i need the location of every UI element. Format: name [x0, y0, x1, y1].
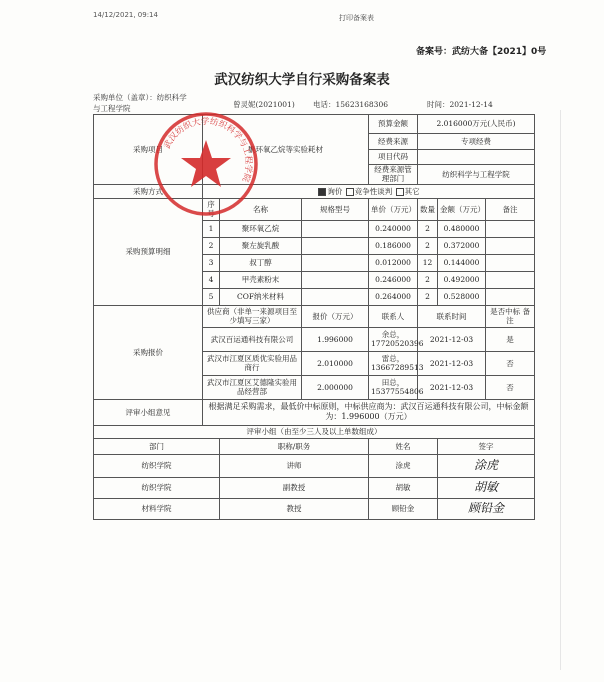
contact-name: 余总， — [381, 329, 405, 339]
panel-dept: 纺织学院 — [94, 454, 220, 477]
budget-label: 预算金额 — [369, 115, 418, 134]
quote-header-contact: 联系人 — [369, 305, 418, 327]
detail-header-name: 名称 — [220, 198, 302, 220]
quote-supplier: 武汉市江夏区质优实验用品商行 — [203, 351, 302, 375]
quote-time: 2021-12-03 — [418, 351, 486, 375]
project-code-value — [418, 150, 535, 165]
record-number: 备案号：武纺大备【2021】0号 — [416, 47, 547, 57]
item-name: 聚环氧乙烷 — [220, 220, 302, 237]
method-checkbox-2[interactable] — [346, 188, 354, 196]
quote-header-price: 报价（万元） — [302, 305, 369, 327]
quote-contact — [369, 327, 424, 351]
item-no: 1 — [203, 220, 220, 237]
quote-time: 2021-12-03 — [418, 375, 486, 399]
review-label: 评审小组意见 — [94, 399, 203, 425]
phone: 电话：15623168306 — [313, 100, 388, 109]
unit-label-line2: 与工程学院 — [93, 104, 131, 113]
panel-name: 涂虎 — [369, 454, 438, 477]
item-spec — [302, 237, 369, 254]
table-row — [94, 498, 535, 519]
method-checkbox-1[interactable] — [318, 188, 326, 196]
item-name: 叔丁醇 — [220, 254, 302, 271]
table-row — [94, 477, 535, 498]
quote-contact — [369, 351, 424, 375]
print-title: 打印备案表 — [339, 14, 374, 22]
quote-won: 否 — [486, 375, 535, 399]
item-price: 0.246000 — [369, 271, 418, 288]
item-no: 5 — [203, 288, 220, 305]
fund-dept-label: 经费来源管理部门 — [369, 165, 418, 185]
method-option-3: 其它 — [404, 186, 420, 196]
budget-value: 2.016000万元(人民币) — [418, 115, 535, 134]
item-no: 4 — [203, 271, 220, 288]
item-qty: 2 — [418, 288, 438, 305]
detail-header-price: 单价（万元） — [369, 198, 418, 220]
quote-header-time: 联系时间 — [418, 305, 486, 327]
date: 时间：2021-12-14 — [427, 100, 493, 109]
note-label: 备注 — [506, 306, 530, 326]
item-note — [486, 237, 535, 254]
item-amount: 0.480000 — [438, 220, 486, 237]
item-qty: 2 — [418, 237, 438, 254]
panel-dept: 纺织学院 — [94, 477, 220, 498]
contact-name: 田总， — [381, 377, 405, 387]
panel-name: 顾铅金 — [369, 498, 438, 519]
quote-contact — [369, 375, 424, 399]
item-no: 3 — [203, 254, 220, 271]
item-note — [486, 271, 535, 288]
item-no: 2 — [203, 237, 220, 254]
quote-price: 1.996000 — [302, 327, 369, 351]
detail-header-no: 序号 — [203, 198, 220, 220]
item-qty: 12 — [418, 254, 438, 271]
method-checkbox-3[interactable] — [396, 188, 404, 196]
item-spec — [302, 254, 369, 271]
method-option-2: 竞争性谈判 — [354, 186, 393, 196]
contact-phone: 17720520396 — [371, 339, 424, 349]
item-name: 甲壳素粉末 — [220, 271, 302, 288]
unit-label: 采购单位（盖章）：纺织科学 — [93, 93, 187, 102]
panel-dept: 材料学院 — [94, 498, 220, 519]
panel-header: 评审小组（由至少三人及以上单数组成） — [94, 425, 535, 438]
panel-col-dept: 部门 — [94, 438, 220, 454]
detail-header-amount: 金额（万元） — [438, 198, 486, 220]
item-price: 0.264000 — [369, 288, 418, 305]
detail-header-note: 备注 — [486, 198, 535, 220]
panel-name: 胡敏 — [369, 477, 438, 498]
panel-title: 教授 — [220, 498, 369, 519]
project-name: 聚环氧乙烷等实验耗材 — [203, 115, 369, 185]
budget-detail-label: 采购预算明细 — [94, 198, 203, 305]
item-note — [486, 254, 535, 271]
quote-won: 否 — [486, 351, 535, 375]
print-timestamp: 14/12/2021, 09:14 — [93, 11, 158, 19]
panel-title: 副教授 — [220, 477, 369, 498]
item-qty: 2 — [418, 220, 438, 237]
table-row — [94, 454, 535, 477]
item-price: 0.012000 — [369, 254, 418, 271]
quote-price: 2.000000 — [302, 375, 369, 399]
quote-header-won — [486, 305, 535, 327]
item-spec — [302, 220, 369, 237]
panel-col-title: 职称/职务 — [220, 438, 369, 454]
item-amount: 0.372000 — [438, 237, 486, 254]
item-spec — [302, 288, 369, 305]
quote-won: 是 — [486, 327, 535, 351]
applicant: 曾灵妮(2021001) — [233, 100, 295, 109]
item-name: COF纳米材料 — [220, 288, 302, 305]
detail-header-qty: 数量 — [418, 198, 438, 220]
method-label: 采购方式 — [94, 184, 203, 198]
quote-supplier: 武汉市江夏区艾德隆实验用品经营部 — [203, 375, 302, 399]
quote-label: 采购报价 — [94, 305, 203, 399]
quote-header-supplier: 供应商（非单一来源项目至少填写三家） — [203, 305, 302, 327]
item-spec — [302, 271, 369, 288]
review-text: 根据满足采购需求，最低价中标原则，中标供应商为：武汉百运通科技有限公司，中标金额为：1.996000（万元） — [203, 399, 535, 425]
fund-source-value: 专项经费 — [418, 134, 535, 150]
project-label: 采购项目 — [94, 115, 203, 185]
detail-header-spec: 规格型号 — [302, 198, 369, 220]
fund-dept-value: 纺织科学与工程学院 — [418, 165, 535, 185]
panel-col-sign: 签字 — [438, 438, 535, 454]
item-note — [486, 220, 535, 237]
svg-text:武汉纺织大学纺织科学与工程学院: 武汉纺织大学纺织科学与工程学院 — [162, 116, 254, 184]
form-title: 武汉纺织大学自行采购备案表 — [214, 72, 390, 88]
won-label: 是否中标 — [490, 306, 521, 316]
quote-supplier: 武汉百运通科技有限公司 — [203, 327, 302, 351]
page-edge — [560, 110, 561, 670]
panel-col-name: 姓名 — [369, 438, 438, 454]
contact-phone: 15377554806 — [371, 387, 424, 397]
official-seal-icon — [150, 108, 262, 220]
signature: 涂虎 — [438, 454, 535, 477]
signature: 顾铅金 — [438, 498, 535, 519]
quote-price: 2.010000 — [302, 351, 369, 375]
item-price: 0.240000 — [369, 220, 418, 237]
item-amount: 0.492000 — [438, 271, 486, 288]
quote-time: 2021-12-03 — [418, 327, 486, 351]
item-amount: 0.144000 — [438, 254, 486, 271]
panel-title: 讲师 — [220, 454, 369, 477]
fund-source-label: 经费来源 — [369, 134, 418, 150]
item-price: 0.186000 — [369, 237, 418, 254]
item-amount: 0.528000 — [438, 288, 486, 305]
method-option-1: 询价 — [327, 186, 343, 196]
contact-phone: 13667289513 — [371, 363, 424, 373]
item-qty: 2 — [418, 271, 438, 288]
signature: 胡敏 — [438, 477, 535, 498]
contact-name: 雷总， — [381, 353, 405, 363]
item-name: 聚左旋乳酸 — [220, 237, 302, 254]
item-note — [486, 288, 535, 305]
project-code-label: 项目代码 — [369, 150, 418, 165]
